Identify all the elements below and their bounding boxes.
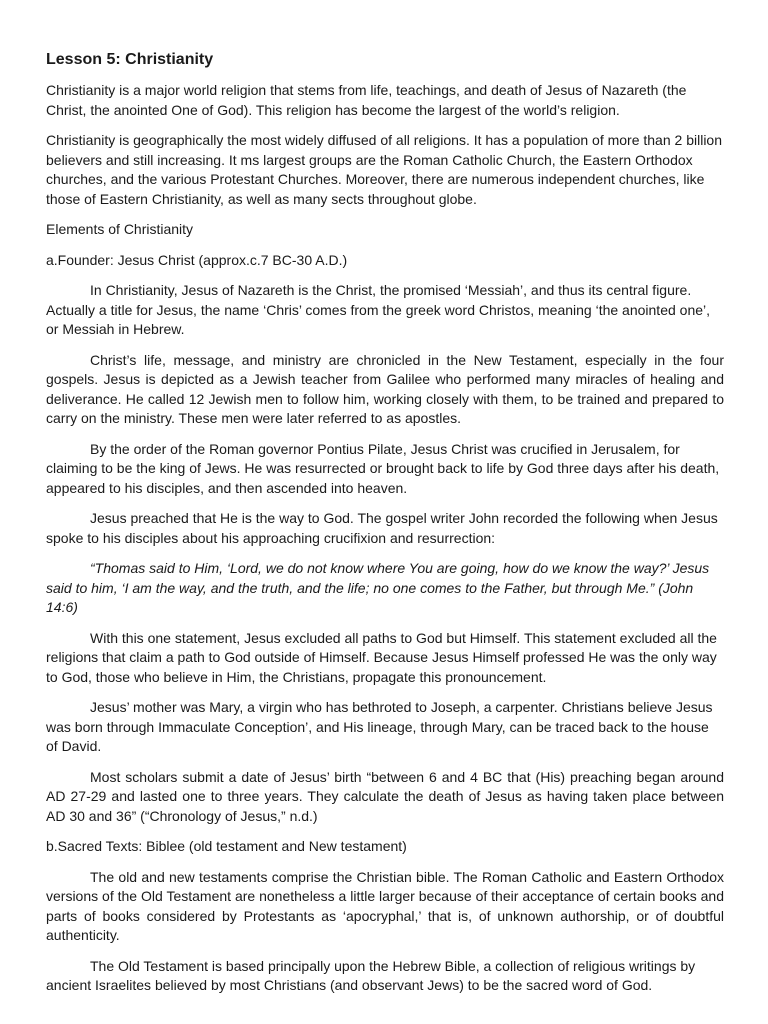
- sacred-texts-heading: b.Sacred Texts: Biblee (old testament and New testament): [46, 838, 407, 854]
- section-heading-elements: Elements of Christianity: [46, 221, 194, 237]
- sacred-texts-paragraph-old-testament: The Old Testament is based principally upon the Hebrew Bible, a collection of religious writings by ancient Israelites believed by most Christians (and observant Jews) to be the sacred word of God.: [46, 957, 696, 993]
- founder-paragraph-statement: With this one statement, Jesus excluded all paths to God but Himself. This statement excluded all the religions that claim a path to God outside of Himself. Because Jesus Himself professed He was the only way to God, those who believe in Him, the Christians, propagate this pronouncement.: [46, 629, 717, 685]
- intro-paragraph: Christianity is a major world religion that stems from life, teachings, and death of Jesus of Nazareth (the Christ, the anointed One of God). This religion has become the largest of the world’s religion.: [46, 82, 687, 118]
- founder-paragraph-ministry: Christ’s life, message, and ministry are chronicled in the New Testament, especially in the four gospels. Jesus is depicted as a Jewish teacher from Galilee who performed many miracles of healing and deliverance. He called 12 Jewish men to follow him, working closely with them, to be trained and prepared to carry on the ministry. These men were later referred to as apostles.: [46, 351, 724, 426]
- founder-paragraph-chronology: Most scholars submit a date of Jesus’ birth “between 6 and 4 BC that (His) preaching began around AD 27-29 and lasted one to three years. They calculate the death of Jesus as having taken place between AD 30 and 36” (“Chronology of Jesus,” n.d.): [46, 768, 724, 824]
- founder-paragraph-crucifixion: By the order of the Roman governor Pontius Pilate, Jesus Christ was crucified in Jerusalem, for claiming to be the king of Jews. He was resurrected or brought back to life by God three days after his death, appeared to his disciples, and then ascended into heaven.: [46, 440, 720, 496]
- lesson-title: Lesson 5: Christianity: [46, 51, 214, 68]
- sacred-texts-paragraph-testaments: The old and new testaments comprise the Christian bible. The Roman Catholic and Eastern Orthodox versions of the Old Testament are nonetheless a little larger because of their acceptance of certain books and parts of books considered by Protestants as ‘apocryphal,’ that is, of unknown authorship, or of doubtful authenticity.: [46, 868, 724, 943]
- founder-heading: a.Founder: Jesus Christ (approx.c.7 BC-30 A.D.): [46, 251, 348, 268]
- diffusion-paragraph: Christianity is geographically the most widely diffused of all religions. It has a population of more than 2 billion believers and still increasing. It ms largest groups are the Roman Catholic Church, the Eastern Orthodox churches, and the various Protestant Churches. Moreover, there are numerous independent churches, like those of Eastern Christianity, as well as many sects throughout globe.: [46, 132, 722, 207]
- founder-paragraph-way: Jesus preached that He is the way to God. The gospel writer John recorded the following when Jesus spoke to his disciples about his approaching crucifixion and resurrection:: [46, 510, 718, 546]
- founder-paragraph-mary: Jesus’ mother was Mary, a virgin who has bethroted to Joseph, a carpenter. Christians believe Jesus was born through Immaculate Conception’, and His lineage, through Mary, can be traced back to the house of David.: [46, 699, 713, 754]
- scripture-quote: “Thomas said to Him, ‘Lord, we do not know where You are going, how do we know the way?’ Jesus said to him, ‘I am the way, and the truth, and the life; no one comes to the Father, but through Me.” (John 14:6): [46, 560, 710, 615]
- founder-paragraph-messiah: In Christianity, Jesus of Nazareth is the Christ, the promised ‘Messiah’, and thus its central figure. Actually a title for Jesus, the name ‘Chris’ comes from the greek word Christos, meaning ‘the anointed one’, or Messiah in Hebrew.: [46, 282, 711, 337]
